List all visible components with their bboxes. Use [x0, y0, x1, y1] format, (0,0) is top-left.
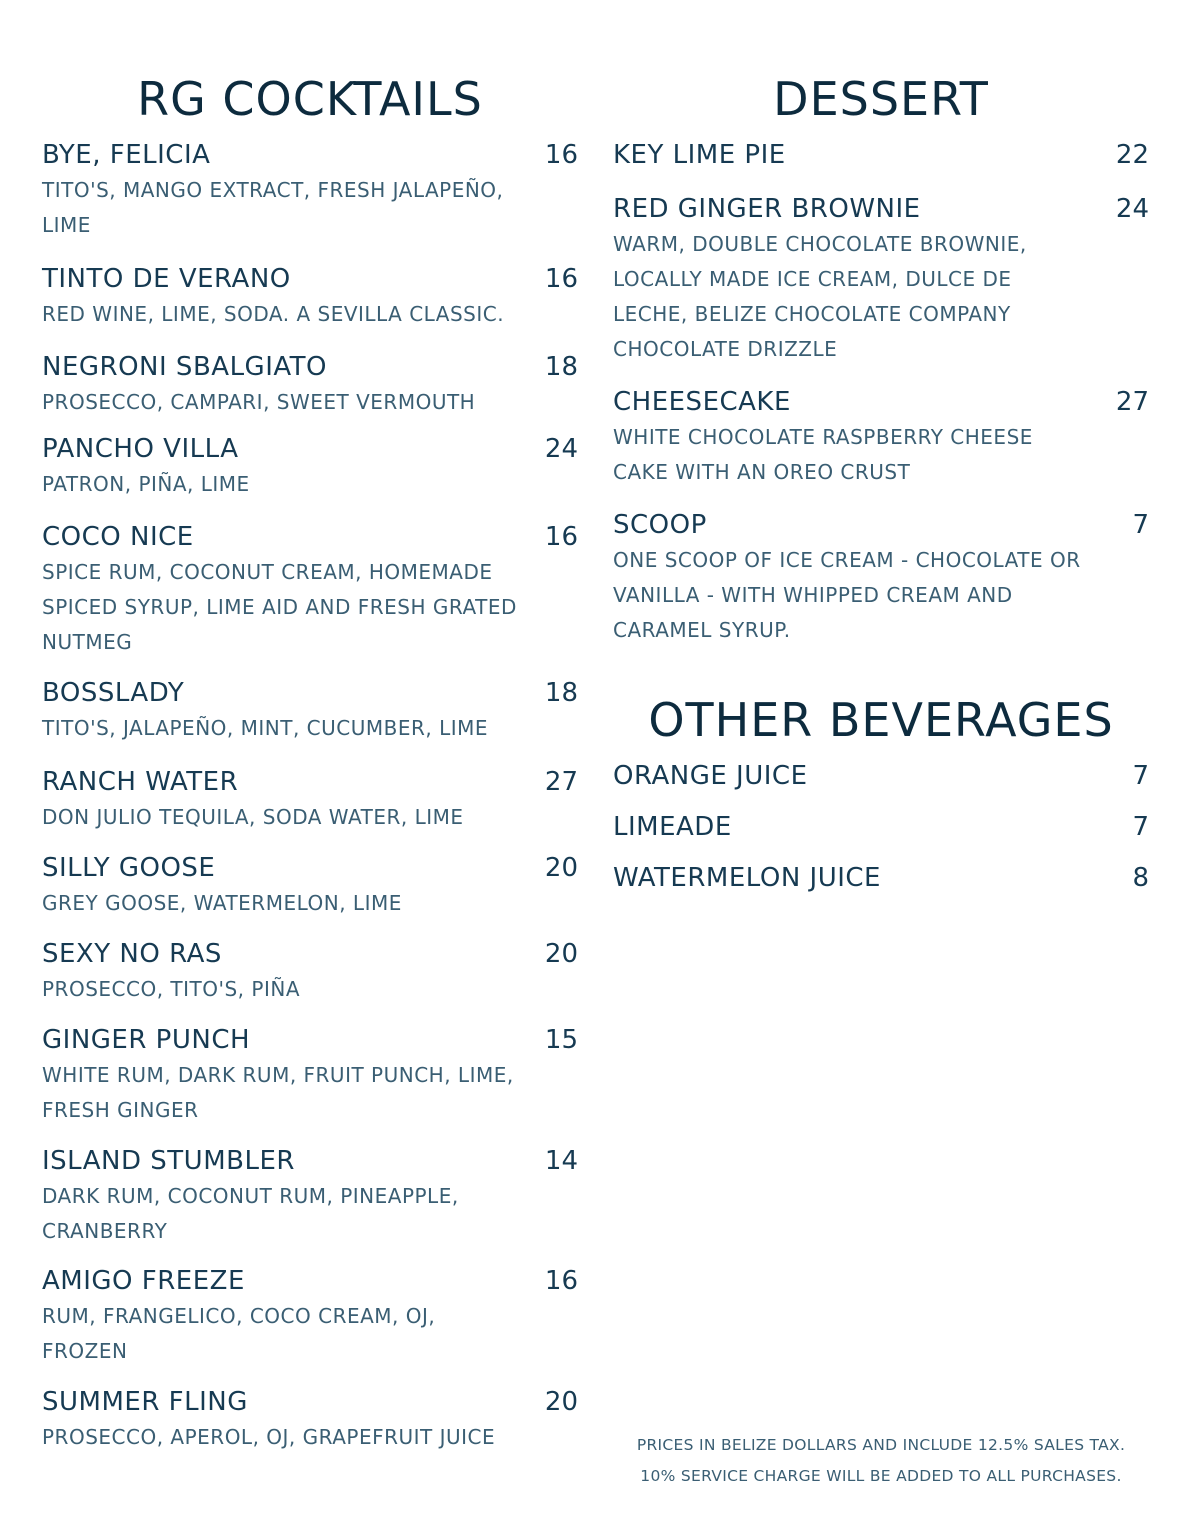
item-price: 27	[544, 767, 578, 797]
item-price: 7	[1132, 510, 1149, 540]
menu-item	[42, 263, 578, 332]
item-name: BOSSLADY	[42, 678, 185, 708]
item-name: TINTO DE VERANO	[42, 264, 291, 294]
item-price: 22	[1115, 140, 1149, 170]
item-description: PROSECCO, APEROL, OJ, GRAPEFRUIT JUICE	[42, 1425, 496, 1449]
menu-item	[613, 509, 1149, 648]
item-price: 16	[544, 140, 578, 170]
item-name: LIMEADE	[613, 812, 732, 842]
item-description: RUM, FRANGELICO, COCO CREAM, OJ, FROZEN	[42, 1304, 436, 1363]
item-price: 27	[1115, 387, 1149, 417]
item-price: 16	[544, 1266, 578, 1296]
menu-item	[42, 521, 578, 660]
item-description: TITO'S, JALAPEÑO, MINT, CUCUMBER, LIME	[42, 716, 489, 740]
item-description: WHITE RUM, DARK RUM, FRUIT PUNCH, LIME, FRESH GINGER	[42, 1063, 514, 1122]
item-description: TITO'S, MANGO EXTRACT, FRESH JALAPEÑO, LIME	[42, 178, 504, 237]
menu-item	[42, 1265, 578, 1369]
item-description: GREY GOOSE, WATERMELON, LIME	[42, 891, 402, 915]
item-name: NEGRONI SBALGIATO	[42, 352, 327, 382]
item-price: 7	[1132, 761, 1149, 791]
menu-item	[613, 386, 1149, 490]
item-name: COCO NICE	[42, 522, 194, 552]
item-price: 24	[544, 434, 578, 464]
beverages-title: OTHER BEVERAGES	[648, 693, 1114, 747]
menu-item	[42, 1024, 578, 1128]
item-price: 20	[544, 939, 578, 969]
item-description: WHITE CHOCOLATE RASPBERRY CHEESE CAKE WITH AN OREO CRUST	[613, 425, 1033, 484]
item-description: DARK RUM, COCONUT RUM, PINEAPPLE, CRANBERRY	[42, 1184, 459, 1243]
item-price: 24	[1115, 194, 1149, 224]
item-name: KEY LIME PIE	[613, 140, 786, 170]
item-price: 16	[544, 522, 578, 552]
cocktails-title: RG COCKTAILS	[137, 72, 483, 126]
item-name: SILLY GOOSE	[42, 853, 216, 883]
menu-item	[42, 677, 578, 746]
item-description: PATRON, PIÑA, LIME	[42, 472, 250, 496]
item-price: 8	[1132, 863, 1149, 893]
item-price: 18	[544, 352, 578, 382]
item-name: CHEESECAKE	[613, 387, 791, 417]
pricing-note-line-1: PRICES IN BELIZE DOLLARS AND INCLUDE 12.5% SALES TAX.	[636, 1436, 1126, 1454]
item-name: SUMMER FLING	[42, 1387, 248, 1417]
item-price: 18	[544, 678, 578, 708]
item-name: WATERMELON JUICE	[613, 863, 881, 893]
item-description: DON JULIO TEQUILA, SODA WATER, LIME	[42, 805, 464, 829]
menu-item	[613, 139, 1149, 171]
pricing-note	[613, 1430, 1149, 1492]
item-name: PANCHO VILLA	[42, 434, 239, 464]
menu-item	[42, 433, 578, 502]
item-description: PROSECCO, CAMPARI, SWEET VERMOUTH	[42, 390, 476, 414]
item-name: ISLAND STUMBLER	[42, 1146, 295, 1176]
item-description: WARM, DOUBLE CHOCOLATE BROWNIE, LOCALLY MADE ICE CREAM, DULCE DE LECHE, BELIZE CHOCOLATE COMPANY CHOCOLATE DRIZZLE	[613, 232, 1027, 361]
menu-item	[42, 1386, 578, 1455]
item-name: RED GINGER BROWNIE	[613, 194, 921, 224]
item-name: RANCH WATER	[42, 767, 239, 797]
menu-item	[42, 1145, 578, 1249]
item-price: 14	[544, 1146, 578, 1176]
item-price: 7	[1132, 812, 1149, 842]
menu-item	[613, 811, 1149, 843]
item-name: ORANGE JUICE	[613, 761, 808, 791]
item-description: ONE SCOOP OF ICE CREAM - CHOCOLATE OR VANILLA - WITH WHIPPED CREAM AND CARAMEL SYRUP.	[613, 548, 1081, 642]
dessert-title: DESSERT	[773, 72, 989, 126]
item-name: AMIGO FREEZE	[42, 1266, 245, 1296]
menu-item	[42, 938, 578, 1007]
item-name: SCOOP	[613, 510, 707, 540]
menu-item	[613, 862, 1149, 894]
item-description: RED WINE, LIME, SODA. A SEVILLA CLASSIC.	[42, 302, 505, 326]
item-description: SPICE RUM, COCONUT CREAM, HOMEMADE SPICED SYRUP, LIME AID AND FRESH GRATED NUTMEG	[42, 560, 517, 654]
menu-item	[42, 351, 578, 420]
item-price: 20	[544, 853, 578, 883]
pricing-note-line-2: 10% SERVICE CHARGE WILL BE ADDED TO ALL PURCHASES.	[640, 1467, 1122, 1485]
menu-item	[42, 852, 578, 921]
item-name: BYE, FELICIA	[42, 140, 211, 170]
item-price: 20	[544, 1387, 578, 1417]
item-price: 15	[544, 1025, 578, 1055]
menu-item	[42, 139, 578, 243]
menu-item	[42, 766, 578, 835]
menu-item	[613, 193, 1149, 367]
item-name: GINGER PUNCH	[42, 1025, 251, 1055]
item-price: 16	[544, 264, 578, 294]
item-name: SEXY NO RAS	[42, 939, 222, 969]
item-description: PROSECCO, TITO'S, PIÑA	[42, 977, 301, 1001]
menu-item	[613, 760, 1149, 792]
